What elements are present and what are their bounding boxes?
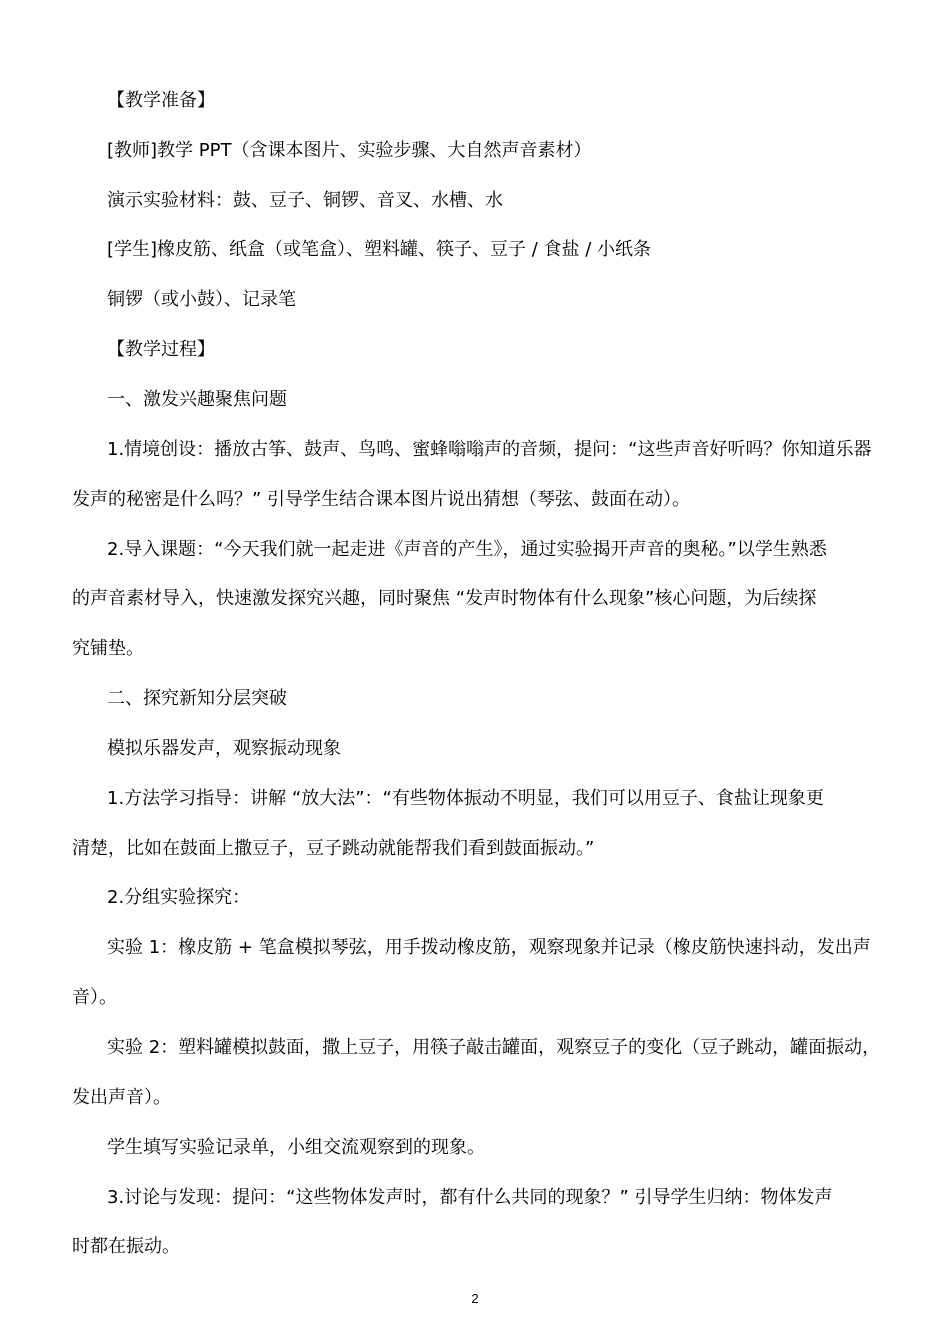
paragraph-student-materials: [学生]橡皮筋、纸盒（或笔盒）、塑料罐、筷子、豆子 / 食盐 / 小纸条 bbox=[107, 239, 652, 260]
subheading-part-two: 二、探究新知分层突破 bbox=[107, 688, 287, 709]
paragraph-introduce-line-1: 2.导入课题：“今天我们就一起走进《声音的产生》，通过实验揭开声音的奥秘。”以学生熟悉 bbox=[107, 539, 827, 560]
paragraph-student-materials-cont: 铜锣（或小鼓）、记录笔 bbox=[107, 289, 296, 310]
paragraph-experiment-2-line-2: 发出声音）。 bbox=[72, 1087, 171, 1108]
paragraph-record-sheet: 学生填写实验记录单，小组交流观察到的现象。 bbox=[107, 1137, 485, 1158]
page-number: 2 bbox=[471, 1291, 479, 1306]
paragraph-scenario-line-1: 1.情境创设：播放古筝、鼓声、鸟鸣、蜜蜂嗡嗡声的音频，提问：“这些声音好听吗？你知道乐器 bbox=[107, 439, 872, 460]
paragraph-group-experiment: 2.分组实验探究： bbox=[107, 887, 251, 908]
section-heading-preparation: 【教学准备】 bbox=[107, 90, 215, 111]
paragraph-teacher-materials: [教师]教学 PPT（含课本图片、实验步骤、大自然声音素材） bbox=[107, 140, 592, 161]
subheading-part-one: 一、激发兴趣聚焦问题 bbox=[107, 389, 287, 410]
section-heading-process: 【教学过程】 bbox=[107, 339, 215, 360]
paragraph-method-line-1: 1.方法学习指导：讲解 “放大法”：“有些物体振动不明显，我们可以用豆子、食盐让现象更 bbox=[107, 788, 824, 809]
paragraph-discussion-line-1: 3.讨论与发现：提问：“这些物体发声时，都有什么共同的现象？” 引导学生归纳：物体发声 bbox=[107, 1187, 833, 1208]
paragraph-introduce-line-2: 的声音素材导入，快速激发探究兴趣，同时聚焦 “发声时物体有什么现象”核心问题，为后续探 bbox=[72, 588, 817, 609]
paragraph-discussion-line-2: 时都在振动。 bbox=[72, 1236, 180, 1257]
paragraph-method-line-2: 清楚，比如在鼓面上撒豆子，豆子跳动就能帮我们看到鼓面振动。” bbox=[72, 838, 595, 859]
paragraph-introduce-line-3: 究铺垫。 bbox=[72, 638, 144, 659]
paragraph-scenario-line-2: 发声的秘密是什么吗？” 引导学生结合课本图片说出猜想（琴弦、鼓面在动）。 bbox=[72, 489, 691, 510]
subheading-simulate: 模拟乐器发声，观察振动现象 bbox=[107, 738, 341, 759]
paragraph-experiment-1-line-2: 音）。 bbox=[72, 987, 117, 1008]
paragraph-demo-materials: 演示实验材料：鼓、豆子、铜锣、音叉、水槽、水 bbox=[107, 190, 503, 211]
paragraph-experiment-1-line-1: 实验 1：橡皮筋 + 笔盒模拟琴弦，用手拨动橡皮筋，观察现象并记录（橡皮筋快速抖动，发出声 bbox=[107, 937, 871, 958]
paragraph-experiment-2-line-1: 实验 2：塑料罐模拟鼓面，撒上豆子，用筷子敲击罐面，观察豆子的变化（豆子跳动，罐面振动， bbox=[107, 1037, 881, 1058]
